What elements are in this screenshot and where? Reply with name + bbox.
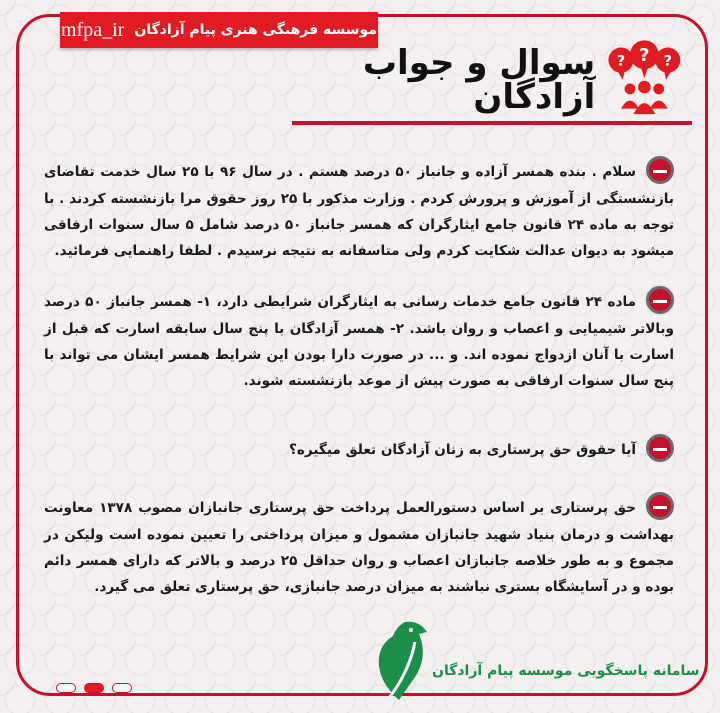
qa-answer-1 <box>44 288 674 394</box>
qa-question-2 <box>44 436 674 464</box>
qa-answer-2 <box>44 494 674 600</box>
pager-dot-1[interactable] <box>56 683 76 693</box>
pager-dot-2-active[interactable] <box>84 683 104 693</box>
page-header <box>266 34 686 124</box>
svg-text:?: ? <box>617 53 626 70</box>
answer-text: حق پرستاری بر اساس دستورالعمل پرداخت حق پرستاری جانبازان مصوب ۱۳۷۸ معاونت بهداشت و درمان بنیاد شهید جانبازان مشمول و میزان پرداختی را تعیین نموده است ولیکن در مجموع و به طور خلاصه جانبازان اعصاب و روان حداقل ۲۵ درصد و بالاتر که دارای همسر دائم بوده و در آسایشگاه بستری نباشند به میزان درصد جانبازی، حق پرستاری تعلق می گیرد. <box>44 500 674 595</box>
question-badge-icon <box>646 434 674 462</box>
carousel-pager <box>56 683 132 693</box>
page-title: سوال و جواب آزادگان <box>362 43 596 117</box>
question-text: آیا حقوق حق پرستاری به زنان آزادگان تعلق میگیره؟ <box>289 442 636 458</box>
footer-caption: سامانه پاسخگویی موسسه پیام آزادگان <box>432 663 700 679</box>
qa-question-1 <box>44 158 674 264</box>
answer-badge-icon <box>646 492 674 520</box>
people-question-icon <box>603 34 686 124</box>
brand-name: موسسه فرهنگی هنری پیام آزادگان <box>134 22 378 38</box>
question-text: سلام . بنده همسر آزاده و جانباز ۵۰ درصد هستم . در سال ۹۶ با ۲۵ سال خدمت تقاضای بازنشستگی از آموزش و پرورش کردم . وزارت مذکور با ۲۵ روز حقوق مرا بازنشسته کردند . با توجه به ماده ۲۴ قانون جامع ایثارگران که همسر جانباز ۵۰ درصد شامل ۵ سال سنوات ارفاقی میشود به دیوان عدالت شکایت کردم ولی متاسفانه به نتیجه نرسیدم . لطفا راهنمایی فرمائید. <box>44 164 674 259</box>
pager-dot-3[interactable] <box>112 683 132 693</box>
answer-text: ماده ۲۴ قانون جامع خدمات رسانی به ایثارگران شرایطی دارد، ۱- همسر جانباز ۵۰ درصد وبالاتر شیمیایی و اعصاب و روان باشد. ۲- همسر آزادگان با پنج سال سابقه اسارت که قبل از اسارت با آنان ازدواج نموده اند. و ... در صورت دارا بودن این شرایط همسر ایشان می تواند با پنج سال سنوات ارفاقی به صورت پیش از موعد بازنشسته شوند. <box>44 294 674 389</box>
answer-badge-icon <box>646 286 674 314</box>
svg-text:?: ? <box>639 45 650 67</box>
dove-leaf-logo <box>375 620 437 702</box>
brand-handle: mfpa_ir <box>61 18 125 41</box>
title-underline <box>292 121 692 125</box>
svg-text:?: ? <box>663 53 673 70</box>
question-badge-icon <box>646 156 674 184</box>
